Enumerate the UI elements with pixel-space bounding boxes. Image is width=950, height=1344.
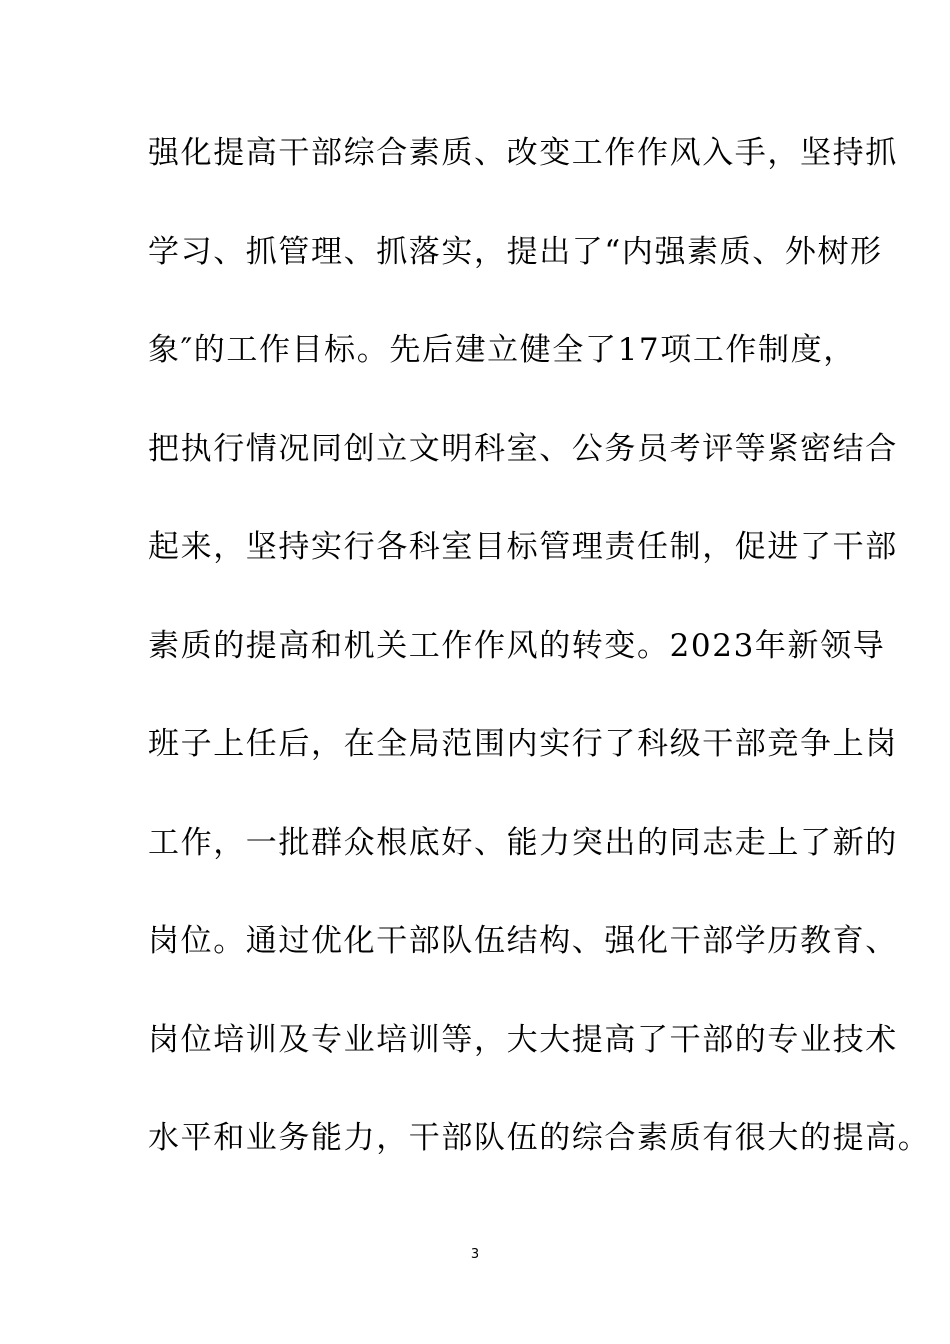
text-line: 水平和业务能力，干部队伍的综合素质有很大的提高。 [148,1120,931,1156]
text-line: 学习、抓管理、抓落实，提出了“内强素质、外树形 [148,233,883,270]
body-paragraph [148,130,931,1214]
text-line: 起来，坚持实行各科室目标管理责任制，促进了干部 [148,529,898,565]
text-line: 把执行情况同创立文明科室、公务员考评等紧密结合 [148,430,898,467]
text-line: 素质的提高和机关工作作风的转变。2023年新领导 [148,627,886,664]
text-line: 象″的工作目标。先后建立健全了17项工作制度， [148,332,856,368]
text-line: 岗位。通过优化干部队伍结构、强化干部学历教育、 [148,923,898,959]
text-line: 岗位培训及专业培训等，大大提高了干部的专业技术 [148,1021,898,1058]
text-line: 班子上任后，在全局范围内实行了科级干部竞争上岗 [148,726,898,762]
text-line: 强化提高干部综合素质、改变工作作风入手，坚持抓 [148,135,898,171]
text-line: 工作，一批群众根底好、能力突出的同志走上了新的 [148,824,898,861]
page-number: 3 [470,1247,480,1262]
